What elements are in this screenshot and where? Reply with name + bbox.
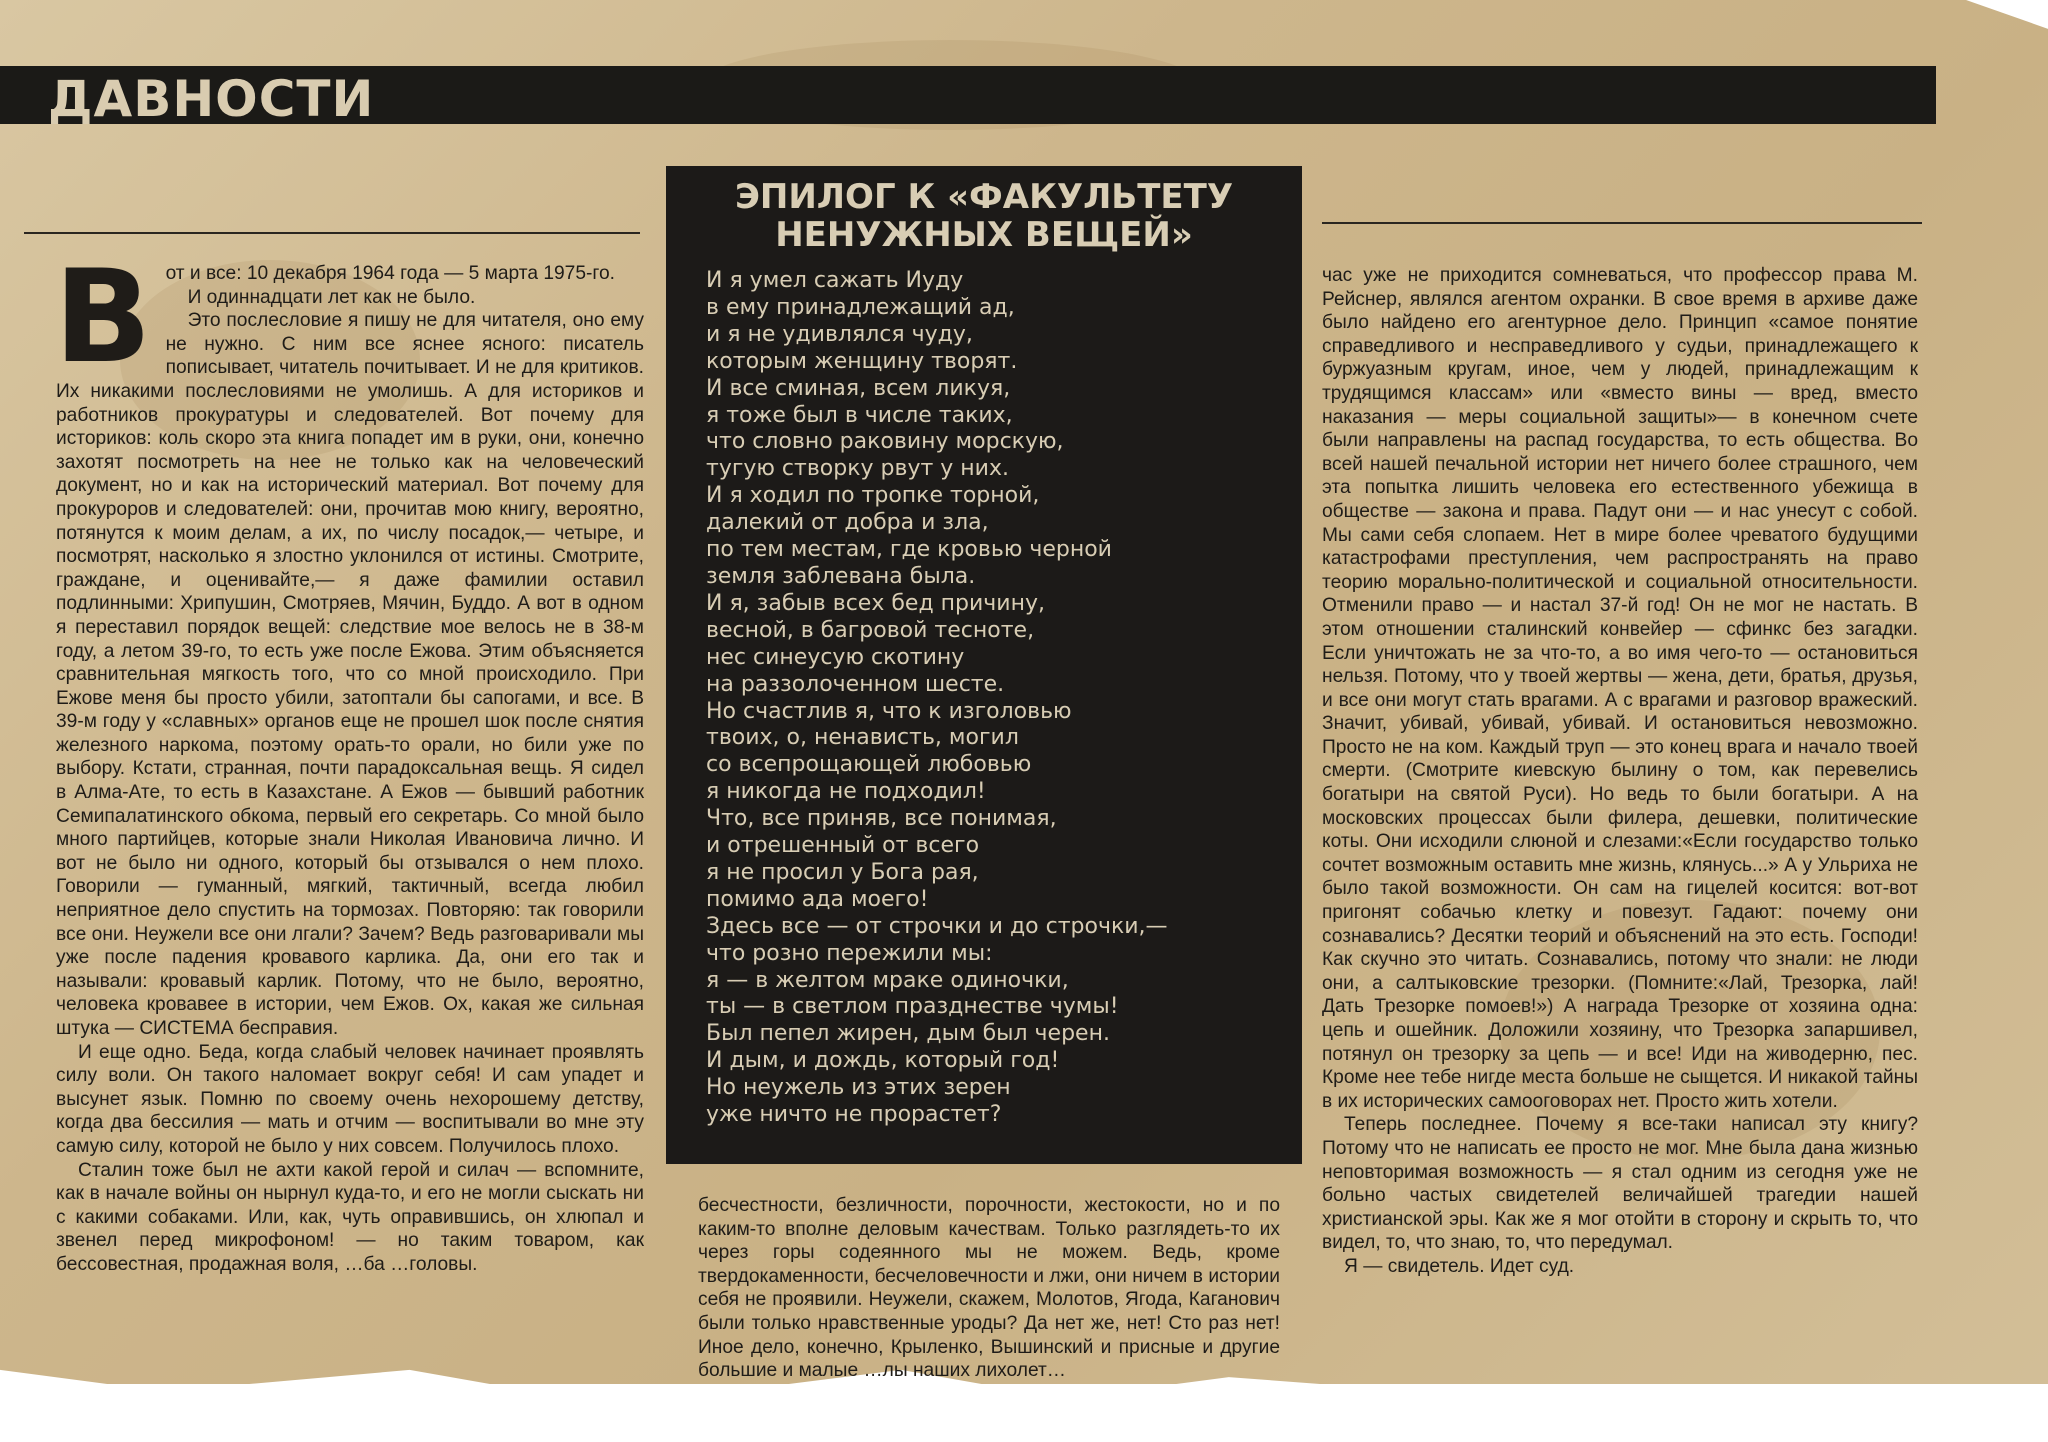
poem-line: Здесь все — от строчки и до строчки,— (706, 913, 1168, 939)
poem-line: Что, все приняв, все понимая, (706, 806, 1057, 832)
torn-edge-background (0, 1384, 2048, 1442)
paragraph: от и все: 10 декабря 1964 года — 5 марта 1975-го. (165, 263, 615, 284)
column-rule-left (24, 232, 640, 234)
poem-line: твоих, о, ненависть, могил (706, 725, 1019, 751)
poem-line: И дым, и дождь, который год! (706, 1048, 1060, 1074)
poem-line: И я умел сажать Иуду (706, 268, 964, 293)
poem-line: и отрешенный от всего (706, 833, 980, 859)
drop-cap: В (54, 243, 152, 392)
poem-line: на раззолоченном шесте. (706, 671, 1005, 697)
poem-line: И я ходил по тропке торной, (706, 483, 1040, 509)
poem-line: И я, забыв всех бед причину, (706, 590, 1046, 616)
paragraph: И еще одно. Беда, когда слабый человек начинает проявлять силу воли. Он такого наломает вокруг себя! И сам упадет и высунет язык. Помню по своему очень нехорошему детству, когда два бессилия — мать и отчим — воспитывали во мне эту самую силу, которой не было у них совсем. Получилось плохо. (56, 1041, 644, 1157)
poem-line: и я не удивлялся чуду, (706, 321, 973, 347)
poem-line: в ему принадлежащий ад, (706, 294, 1015, 320)
poem-line: Был пепел жирен, дым был черен. (706, 1021, 1110, 1047)
poem-title (666, 178, 1302, 254)
paragraph: Я — свидетель. Идет суд. (1344, 1255, 1575, 1277)
column-rule-right (1322, 222, 1922, 224)
poem-line: тугую створку рвут у них. (706, 456, 1009, 482)
poem-line: я тоже был в числе таких, (706, 402, 1013, 428)
paragraph: Сталин тоже был не ахти какой герой и силач — вспомните, как в начале войны он нырнул куда-то, и его не могли сыскать ни с какими собаками. Или, как, чуть оправившись, он хлюпал и звенел перед микрофоном! — но таким товаром, как бессовестная, продажная воля, …ба …головы. (56, 1159, 644, 1275)
poem-line: ты — в светлом празднестве чумы! (706, 994, 1119, 1020)
poem-text (706, 268, 1286, 1129)
poem-line: помимо ада моего! (706, 886, 929, 912)
poem-title-line: ЭПИЛОГ К «ФАКУЛЬТЕТУ (734, 177, 1234, 217)
poem-line: далекий от добра и зла, (706, 510, 989, 536)
poem-line: нес синеусую скотину (706, 644, 965, 670)
paragraph: час уже не приходится сомневаться, что профессор права М. Рейснер, являлся агентом охранки. В свое время в архиве даже было найдено его агентурное дело. Принцип «самое понятие справедливого и несправедливого у судьи, принадлежащего к буржуазным кругам, иное, чем у людей, принадлежащим к трудящимся классам» или «вместо вины — вред, вместо наказания — меры социальной защиты»— в конечном счете были направлены на распад государства, то есть общества. Во всей нашей печальной истории нет ничего более страшного, чем эта попытка лишить человека его естественного убежища в обществе — закона и права. Падут они — и нас унесут с собой. Мы сами себя слопаем. Нет в мире более чреватого будущими катастрофами преступления, чем распространять на право теорию морально-политической и социальной относительности. Отменили право — и настал 37-й год! Он не мог не настать. В этом отношении сталинский конвейер — сфинкс без загадки. Если уничтожать не за что-то, а во имя чего-то — остановиться нельзя. Потому, что у твоей жертвы — жена, дети, братья, друзья, и все они могут стать врагами. А с врагами и разговор вражеский. Значит, убивай, убивай, убивай. И остановиться невозможно. Просто не на ком. Каждый труп — это конец врага и начало твоей смерти. (Смотрите киевскую былину о том, как перевелись богатыри на святой Руси). Но ведь то были богатыри. А на московских процессах были филера, дешевки, политические коты. Они исходили слюной и слезами:«Если государство только сочтет возможным оставить мне жизнь, клянусь...» А у Ульриха не было такой возможности. Он сам на гицелей косится: вот-вот пригонят собачью клетку и повезут. Гадают: почему они сознавались? Десятки теорий и объяснений на это есть. Господи! Как скучно это читать. Сознавались, потому что знали: не люди они, а салтыковские трезорки. (Помните:«Лай, Трезорка, лай! Дать Трезорке помоев!») А награда Трезорке от хозяина одна: цепь и ошейник. Доложили хозяину, что Трезорка запаршивел, потянул он трезорку за цепь — и все! Иди на живодерню, пес. Кроме нее тебе нигде места больше не сыщется. И никакой тайны в их исторических самооговорах нет. Просто жить хотели. (1322, 265, 1918, 1112)
poem-line: по тем местам, где кровью черной (706, 537, 1112, 563)
right-column (1322, 264, 1918, 1279)
poem-line: Но счастлив я, что к изголовью (706, 698, 1072, 724)
poem-line: что розно пережили мы: (706, 940, 993, 966)
paragraph: Теперь последнее. Почему я все-таки написал эту книгу? Потому что не написать ее просто не мог. Мне была дана жизнью неповторимая возможность — я стал одним из сегодня уже не больно частых свидетелей величайшей трагедии нашей христианской эры. Как же я мог отойти в сторону и скрыть то, что видел, то, что знаю, то, что передумал. (1322, 1114, 1918, 1254)
poem-line: со всепрощающей любовью (706, 752, 1032, 778)
poem-line: я не просил у Бога рая, (706, 859, 979, 885)
poem-line: которым женщину творят. (706, 348, 1018, 374)
section-title: ДАВНОСТИ (48, 70, 375, 128)
poem-line: Но неужель из этих зерен (706, 1075, 1011, 1101)
poem-line: земля заблевана была. (706, 563, 976, 589)
poem-line: я никогда не подходил! (706, 779, 986, 805)
poem-line: я — в желтом мраке одиночки, (706, 967, 1069, 993)
poem-title-line: НЕНУЖНЫХ ВЕЩЕЙ» (775, 215, 1193, 255)
paragraph: И одиннадцати лет как не было. (187, 286, 476, 308)
paragraph: бесчестности, безличности, порочности, жестокости, но и по каким-то вполне деловым качествам. Только разглядеть-то их через горы содеянного мы не можем. Ведь, кроме твердокаменности, бесчеловечности и лжи, они ничем в истории себя не проявили. Неужели, скажем, Молотов, Ягода, Каганович были только нравственные уроды? Да нет же, нет! Сто раз нет! Иное дело, конечно, Крыленко, Вышинский и присные и другие большие и малые …лы наших лихолет… (698, 1195, 1280, 1382)
poem-line: что словно раковину морскую, (706, 429, 1064, 455)
left-column (54, 243, 644, 1277)
poem-line: уже ничто не прорастет? (706, 1102, 1002, 1128)
middle-column-text (698, 1194, 1280, 1383)
paragraph: Это послесловие я пишу не для читателя, оно ему не нужно. С ним все яснее ясного: писатель пописывает, читатель почитывает. И не для критиков. Их никакими послесловиями не умолишь. А для историков и работников прокуратуры и следователей. Вот почему для историков: коль скоро эта книга попадет им в руки, они, конечно захотят посмотреть на нее не только как на человеческий документ, но и как на исторический материал. Вот почему для прокуроров и следователей: они, прочитав мою книгу, вероятно, потянутся к моим делам, а их, по числу посадок,— четыре, и посмотрят, насколько я злостно уклонился от истины. Смотрите, граждане, и оценивайте,— я даже фамилии оставил подлинными: Хрипушин, Смотряев, Мячин, Буддо. А вот в одном я переставил порядок вещей: следствие мое велось не в 38-м году, а летом 39-го, то есть уже после Ежова. Этим объясняется сравнительная мягкость того, что со мной происходило. При Ежове меня бы просто убили, затоптали бы сапогами, и все. В 39-м году у «славных» органов еще не прошел шок после снятия железного наркома, поэтому орать-то орали, но били уже по выбору. Кстати, странная, почти парадоксальная вещь. Я сидел в Алма-Ате, то есть в Казахстане. А Ежов — бывший работник Семипалатинского обкома, первый его секретарь. Со мной было много партийцев, которые знали Николая Ивановича лично. И вот не было ни одного, который бы отзывался о нем плохо. Говорили — гуманный, мягкий, тактичный, всегда любил неприятное дело спустить на тормозах. Повторяю: так говорили все они. Неужели все они лгали? Зачем? Ведь разговаривали мы уже после падения кровавого карлика. Да, они его так и называли: кровавый карлик. Потому, что не было, вероятно, человека кровавее в истории, чем Ежов. Ох, какая же сильная штука — СИСТЕМА бесправия. (56, 310, 644, 1039)
poem-line: И все сминая, всем ликуя, (706, 375, 1011, 401)
poem-line: весной, в багровой тесноте, (706, 617, 1035, 643)
